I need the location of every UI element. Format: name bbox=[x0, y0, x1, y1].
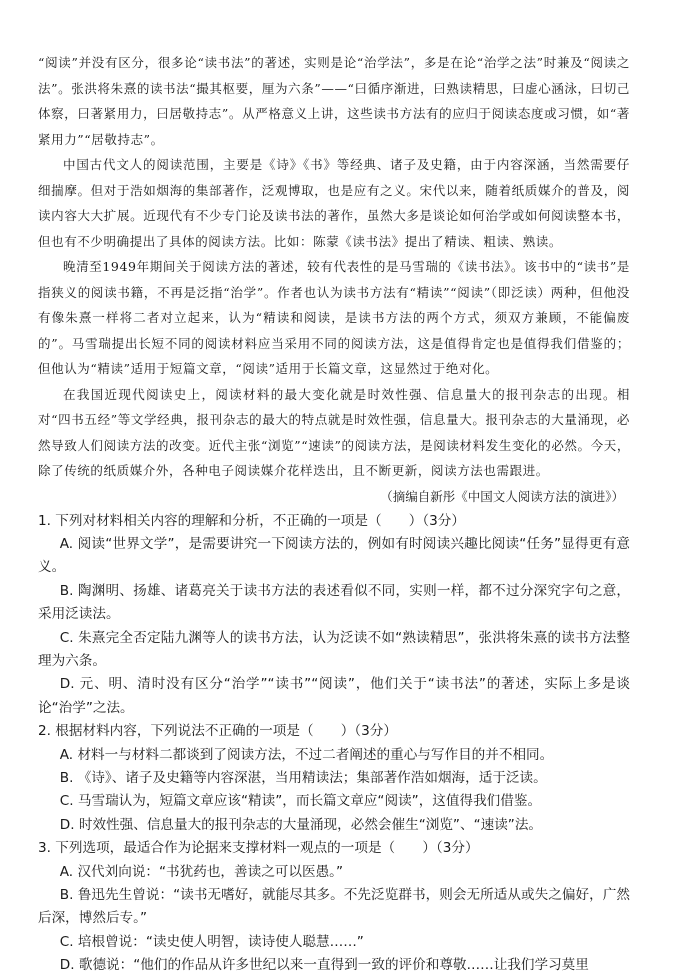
question-option: A. 汉代刘向说：“书犹药也，善读之可以医愚。” bbox=[59, 863, 344, 880]
question-option: A. 阅读“世界文学”，是需要讲究一下阅读方法的，例如有时阅读兴趣比阅读“任务”显得更有意义。 bbox=[38, 535, 630, 576]
passage-paragraph: 中国古代文人的阅读范围，主要是《诗》《书》等经典、诸子及史籍，由于内容深涵，当然需要仔细揣摩。但对于浩如烟海的集部著作，泛观博取，也是应有之义。宋代以来，随着纸质媒介的普及，阅读内容大大扩展。近现代有不少专门论及读书法的著作，虽然大多是谈论如何治学或如何阅读整本书，但也有不少明确提出了具体的阅读方法。比如：陈蒙《读书法》提出了精读、粗读、熟读。 bbox=[38, 157, 630, 249]
passage-source: （摘编自新彤《中国文人阅读方法的演进》） bbox=[380, 488, 624, 504]
question-option: C. 培根曾说：“读史使人明智，读诗使人聪慧……” bbox=[59, 933, 364, 950]
question-option: D. 歌德说：“他们的作品从许多世纪以来一直得到一致的评价和尊敬……让我们学习莫里 bbox=[59, 957, 589, 974]
question-stem: 3. 下列选项，最适合作为论据来支撑材料一观点的一项是（ ）（3分） bbox=[38, 840, 479, 857]
question-option: D. 元、明、清时没有区分“治学”“读书”“阅读”，他们关于“读书法”的著述，实际上多是谈论“治学”之法。 bbox=[38, 676, 630, 716]
question-option: B. 《诗》、诸子及史籍等内容深湛，当用精读法；集部著作浩如烟海，适于泛读。 bbox=[59, 769, 547, 786]
passage-paragraph: 晚清至1949年期间关于阅读方法的著述，较有代表性的是马雪瑞的《读书法》。该书中的“读书”是指狭义的阅读书籍，不再是泛指“治学”。作者也认为读书方法有“精读”“阅读”（即泛读）两种，但他没有像朱熹一样将二者对立起来，认为“精读和阅读，是读书方法的两个方式，须双方兼顾，不能偏废的”。马雪瑞提出长短不同的阅读材料应当采用不同的阅读方法，这是值得肯定也是值得我们借鉴的；但他认为“精读”适用于短篇文章，“阅读”适用于长篇文章，这显然过于绝对化。 bbox=[38, 259, 630, 376]
passage-paragraph: 在我国近现代阅读史上，阅读材料的最大变化就是时效性强、信息量大的报刊杂志的出现。相对“四书五经”等文学经典，报刊杂志的最大的特点就是时效性强，信息量大。报刊杂志的大量涌现，必然导致人们阅读方法的改变。近代主张“浏览”“速读”的阅读方法，是阅读材料发生变化的必然。今天，除了传统的纸质媒介外，各种电子阅读媒介花样迭出，且不断更新，阅读方法也需跟进。 bbox=[38, 386, 630, 478]
question-stem: 1. 下列对材料相关内容的理解和分析，不正确的一项是（ ）（3分） bbox=[38, 512, 465, 529]
question-stem: 2. 根据材料内容，下列说法不正确的一项是（ ）（3分） bbox=[38, 723, 397, 740]
question-option: B. 鲁迅先生曾说：“读书无嗜好，就能尽其多。不先泛览群书，则会无所适从或失之偏好，广然后深，博然后专。” bbox=[38, 887, 630, 927]
question-option: C. 马雪瑞认为，短篇文章应该“精读”，而长篇文章应“阅读”，这值得我们借鉴。 bbox=[59, 793, 542, 810]
reading-passage bbox=[38, 50, 630, 484]
question-1 bbox=[38, 510, 630, 721]
question-option: C. 朱熹完全否定陆九渊等人的读书方法，认为泛读不如“熟读精思”，张洪将朱熹的读书方法整理为六条。 bbox=[38, 629, 630, 669]
passage-paragraph: “阅读”并没有区分，很多论“读书法”的著述，实则是论“治学法”，多是在论“治学之法”时兼及“阅读之法”。张洪将朱熹的读书法“撮其枢要，厘为六条”——“曰循序渐进，曰熟读精思，曰虚心涵泳，曰切己体察，曰著紧用力，曰居敬持志”。从严格意义上讲，这些读书方法有的应归于阅读态度或习惯，如“著紧用力”“居敬持志”。 bbox=[38, 55, 630, 147]
question-option: B. 陶渊明、扬雄、诸葛亮关于读书方法的表述看似不同，实则一样，都不过分深究字句之意，采用泛读法。 bbox=[38, 582, 630, 623]
question-3 bbox=[38, 837, 630, 977]
question-option: A. 材料一与材料二都谈到了阅读方法，不过二者阐述的重心与写作目的并不相同。 bbox=[59, 746, 554, 763]
question-2 bbox=[38, 720, 630, 837]
question-option: D. 时效性强、信息量大的报刊杂志的大量涌现，必然会催生“浏览”、“速读”法。 bbox=[59, 816, 543, 833]
question-list bbox=[38, 510, 630, 978]
